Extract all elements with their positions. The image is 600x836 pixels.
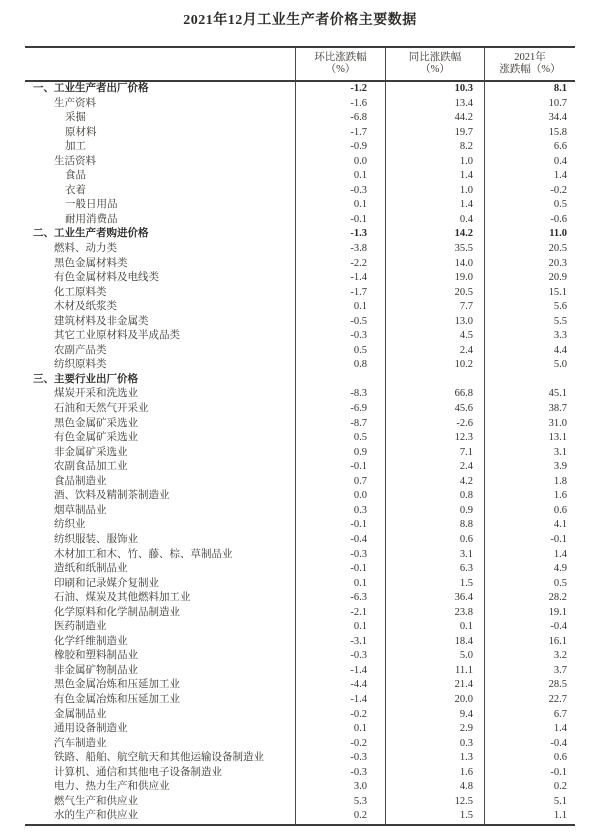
row-year-value: 8.1 [484,82,575,97]
table-row [25,111,575,126]
table-row [25,402,575,417]
row-mom-value: 0.3 [295,504,385,519]
table-row [25,271,575,286]
row-mom-value: 0.1 [295,620,385,635]
row-mom-value: -6.8 [295,111,385,126]
page-title: 2021年12月工业生产者价格主要数据 [183,13,417,28]
row-yoy-value: 36.4 [385,591,484,606]
table-row [25,518,575,533]
row-yoy-value: 0.6 [385,533,484,548]
row-mom-value: -0.2 [295,708,385,723]
row-year-value: 0.6 [484,751,575,766]
row-year-value: 1.4 [484,548,575,563]
row-label: 三、主要行业出厂价格 [33,373,138,385]
row-mom-value [295,373,385,388]
row-mom-value: -0.4 [295,533,385,548]
row-label: 食品制造业 [54,475,107,487]
row-yoy-value: 0.3 [385,737,484,752]
row-year-value: 19.1 [484,606,575,621]
row-yoy-value: 1.6 [385,766,484,781]
row-mom-value: 0.9 [295,446,385,461]
row-mom-value: -0.5 [295,315,385,330]
row-yoy-value: 14.2 [385,227,484,242]
row-label: 计算机、通信和其他电子设备制造业 [54,766,222,778]
table-row [25,475,575,490]
row-label: 一般日用品 [65,199,118,211]
row-year-value: 4.9 [484,562,575,577]
row-year-value: 1.1 [484,809,575,824]
row-mom-value: 0.0 [295,155,385,170]
table-row [25,126,575,141]
row-label: 酒、饮料及精制茶制造业 [54,490,170,502]
table-row [25,460,575,475]
row-year-value: 20.5 [484,242,575,257]
row-year-value: 0.6 [484,504,575,519]
table-row [25,140,575,155]
row-yoy-value: 21.4 [385,678,484,693]
row-yoy-value: 8.2 [385,140,484,155]
row-mom-value: -2.1 [295,606,385,621]
row-label: 石油、煤炭及其他燃料加工业 [54,592,191,604]
row-label: 燃气生产和供应业 [54,795,138,807]
row-year-value: 4.1 [484,518,575,533]
row-mom-value: -2.2 [295,257,385,272]
row-yoy-value: 8.8 [385,518,484,533]
row-label: 燃料、动力类 [54,243,117,255]
row-yoy-value: 0.9 [385,504,484,519]
row-label: 其它工业原材料及半成品类 [54,330,180,342]
row-label: 衣着 [65,184,86,196]
table-row [25,780,575,795]
row-year-value: 5.6 [484,300,575,315]
row-yoy-value: 1.3 [385,751,484,766]
row-label: 黑色金属材料类 [54,257,128,269]
row-label: 化学原料和化学制品制造业 [54,606,180,618]
row-yoy-value: 0.4 [385,213,484,228]
row-year-value: 13.1 [484,431,575,446]
row-year-value: 3.9 [484,460,575,475]
table-header-row [25,48,575,82]
row-label: 煤炭开采和洗选业 [54,388,138,400]
row-year-value: 1.8 [484,475,575,490]
row-yoy-value: 7.7 [385,300,484,315]
row-yoy-value: 1.0 [385,184,484,199]
row-yoy-value: 45.6 [385,402,484,417]
table-row [25,620,575,635]
header-label-cell [25,48,295,80]
row-label: 黑色金属矿采选业 [54,417,138,429]
row-year-value: -0.4 [484,737,575,752]
row-year-value: 3.3 [484,329,575,344]
row-year-value: 31.0 [484,417,575,432]
row-year-value: 1.4 [484,722,575,737]
row-year-value: 11.0 [484,227,575,242]
row-mom-value: -1.7 [295,126,385,141]
row-mom-value: -0.1 [295,562,385,577]
row-label: 耐用消费品 [65,213,118,225]
row-mom-value: 0.8 [295,358,385,373]
row-label: 医药制造业 [54,621,107,633]
row-yoy-value: 1.0 [385,155,484,170]
row-year-value: 6.7 [484,708,575,723]
row-label: 纺织业 [54,519,86,531]
row-mom-value: -0.3 [295,751,385,766]
row-year-value: -0.2 [484,184,575,199]
row-year-value: 3.1 [484,446,575,461]
row-year-value: 1.6 [484,489,575,504]
row-yoy-value: 7.1 [385,446,484,461]
row-mom-value: -8.7 [295,417,385,432]
row-yoy-value: -2.6 [385,417,484,432]
table-row [25,504,575,519]
row-label: 水的生产和供应业 [54,810,138,822]
table-row [25,489,575,504]
table-row [25,213,575,228]
row-label: 汽车制造业 [54,737,107,749]
row-year-value: 15.8 [484,126,575,141]
row-label: 印刷和记录媒介复制业 [54,577,159,589]
row-mom-value: -6.9 [295,402,385,417]
row-yoy-value: 6.3 [385,562,484,577]
row-yoy-value: 19.0 [385,271,484,286]
row-year-value: 15.1 [484,286,575,301]
row-yoy-value: 1.4 [385,169,484,184]
row-year-value: 5.0 [484,358,575,373]
table-row [25,562,575,577]
row-label: 二、工业生产者购进价格 [33,228,149,240]
row-yoy-value: 1.5 [385,809,484,824]
row-year-value: 28.5 [484,678,575,693]
table-row [25,315,575,330]
row-yoy-value: 14.0 [385,257,484,272]
row-year-value: 28.2 [484,591,575,606]
row-yoy-value: 2.4 [385,460,484,475]
row-yoy-value: 1.4 [385,198,484,213]
table-row [25,809,575,824]
row-label: 石油和天然气开采业 [54,403,149,415]
row-mom-value: -1.7 [295,286,385,301]
row-year-value: 5.1 [484,795,575,810]
table-row [25,97,575,112]
row-year-value: 0.5 [484,198,575,213]
table-row [25,257,575,272]
table-row [25,358,575,373]
row-mom-value: -1.4 [295,693,385,708]
table-row [25,591,575,606]
table-row [25,737,575,752]
row-year-value: 0.4 [484,155,575,170]
row-yoy-value: 44.2 [385,111,484,126]
row-mom-value: -1.2 [295,82,385,97]
row-mom-value: 0.5 [295,431,385,446]
row-label: 有色金属材料及电线类 [54,272,159,284]
row-yoy-value: 10.2 [385,358,484,373]
row-year-value: 34.4 [484,111,575,126]
ppi-data-table [25,46,575,826]
row-yoy-value: 35.5 [385,242,484,257]
row-label: 铁路、船舶、航空航天和其他运输设备制造业 [54,752,264,764]
table-row [25,198,575,213]
row-mom-value: -0.9 [295,140,385,155]
row-mom-value: 3.0 [295,780,385,795]
table-row [25,82,575,97]
row-year-value: 22.7 [484,693,575,708]
row-mom-value: -0.3 [295,184,385,199]
table-row [25,766,575,781]
row-label: 生产资料 [54,97,96,109]
row-label: 电力、热力生产和供应业 [54,781,170,793]
row-year-value: 38.7 [484,402,575,417]
row-mom-value: 5.3 [295,795,385,810]
column-header-mom [295,48,385,80]
table-row [25,722,575,737]
row-mom-value: -0.3 [295,548,385,563]
row-mom-value: -1.6 [295,97,385,112]
row-yoy-value: 3.1 [385,548,484,563]
table-row [25,678,575,693]
table-row [25,184,575,199]
table-row [25,242,575,257]
row-label: 化学纤维制造业 [54,635,128,647]
table-row [25,708,575,723]
row-yoy-value [385,373,484,388]
row-year-value: -0.4 [484,620,575,635]
table-row [25,373,575,388]
row-year-value: -0.1 [484,766,575,781]
row-mom-value: -0.1 [295,460,385,475]
row-year-value: 45.1 [484,387,575,402]
row-label: 非金属矿采选业 [54,446,128,458]
row-yoy-value: 12.3 [385,431,484,446]
table-row [25,635,575,650]
row-yoy-value: 23.8 [385,606,484,621]
table-row [25,155,575,170]
table-row [25,664,575,679]
table-row [25,649,575,664]
row-yoy-value: 13.4 [385,97,484,112]
row-year-value: 10.7 [484,97,575,112]
row-mom-value: 0.5 [295,344,385,359]
row-label: 黑色金属冶炼和压延加工业 [54,679,180,691]
row-yoy-value: 5.0 [385,649,484,664]
row-yoy-value: 18.4 [385,635,484,650]
row-year-value: -0.6 [484,213,575,228]
row-mom-value: -0.3 [295,766,385,781]
row-label: 金属制品业 [54,708,107,720]
row-mom-value: -0.1 [295,213,385,228]
row-label: 通用设备制造业 [54,723,128,735]
row-mom-value: -1.4 [295,271,385,286]
row-label: 化工原料类 [54,286,107,298]
row-mom-value: -4.4 [295,678,385,693]
row-label: 纺织原料类 [54,359,107,371]
table-body [25,82,575,824]
row-mom-value: 0.7 [295,475,385,490]
column-header-mom-line2: （%） [325,64,356,75]
row-yoy-value: 11.1 [385,664,484,679]
column-header-year-line2: 涨跌幅（%） [499,64,561,75]
row-yoy-value: 2.9 [385,722,484,737]
row-mom-value: -0.3 [295,649,385,664]
row-mom-value: 0.1 [295,300,385,315]
row-yoy-value: 0.8 [385,489,484,504]
row-yoy-value: 4.8 [385,780,484,795]
row-mom-value: -3.1 [295,635,385,650]
row-yoy-value: 0.1 [385,620,484,635]
row-mom-value: -0.1 [295,518,385,533]
row-year-value: 6.6 [484,140,575,155]
row-yoy-value: 9.4 [385,708,484,723]
row-mom-value: -1.3 [295,227,385,242]
row-mom-value: 0.1 [295,722,385,737]
row-mom-value: 0.0 [295,489,385,504]
table-row [25,227,575,242]
column-header-yoy-line1: 同比涨跌幅 [408,51,462,63]
row-year-value: 20.3 [484,257,575,272]
row-label: 原材料 [65,126,97,138]
row-label: 一、工业生产者出厂价格 [33,83,149,94]
row-mom-value: -6.3 [295,591,385,606]
table-row [25,431,575,446]
row-year-value: 1.4 [484,169,575,184]
table-row [25,417,575,432]
table-row [25,533,575,548]
row-yoy-value: 19.7 [385,126,484,141]
row-mom-value: 0.1 [295,169,385,184]
row-label: 造纸和纸制品业 [54,563,128,575]
table-row [25,344,575,359]
row-mom-value: -1.4 [295,664,385,679]
row-yoy-value: 10.3 [385,82,484,97]
table-row [25,329,575,344]
row-yoy-value: 66.8 [385,387,484,402]
row-label: 食品 [65,170,86,182]
row-label: 农副食品加工业 [54,461,128,473]
row-year-value: 16.1 [484,635,575,650]
row-mom-value: -3.8 [295,242,385,257]
table-row [25,606,575,621]
row-year-value: 3.2 [484,649,575,664]
row-year-value: -0.1 [484,533,575,548]
table-row [25,693,575,708]
row-label: 有色金属冶炼和压延加工业 [54,693,180,705]
row-label: 木材加工和木、竹、藤、棕、草制品业 [54,548,233,560]
row-yoy-value: 1.5 [385,577,484,592]
row-yoy-value: 4.2 [385,475,484,490]
row-label: 采掘 [65,112,86,124]
row-year-value: 3.7 [484,664,575,679]
row-yoy-value: 13.0 [385,315,484,330]
row-label: 农副产品类 [54,344,107,356]
column-header-year [484,48,575,80]
row-year-value: 0.5 [484,577,575,592]
column-header-yoy [385,48,484,80]
row-mom-value: 0.1 [295,577,385,592]
table-row [25,286,575,301]
row-yoy-value: 20.5 [385,286,484,301]
row-year-value [484,373,575,388]
row-mom-value: 0.2 [295,809,385,824]
row-mom-value: -0.2 [295,737,385,752]
table-row [25,300,575,315]
table-row [25,795,575,810]
table-row [25,446,575,461]
row-year-value: 20.9 [484,271,575,286]
row-mom-value: 0.1 [295,198,385,213]
table-row [25,387,575,402]
row-year-value: 0.2 [484,780,575,795]
column-header-yoy-line2: （%） [420,64,450,75]
column-header-mom-line1: 环比涨跌幅 [314,51,367,63]
table-row [25,751,575,766]
row-mom-value: -0.3 [295,329,385,344]
row-yoy-value: 2.4 [385,344,484,359]
row-yoy-value: 4.5 [385,329,484,344]
table-row [25,169,575,184]
row-label: 橡胶和塑料制品业 [54,650,138,662]
row-label: 非金属矿物制品业 [54,664,138,676]
row-year-value: 5.5 [484,315,575,330]
row-label: 加工 [65,141,86,153]
row-mom-value: -8.3 [295,387,385,402]
row-label: 建筑材料及非金属类 [54,315,149,327]
column-header-year-line1: 2021年 [514,51,546,63]
row-label: 烟草制品业 [54,504,107,516]
table-row [25,577,575,592]
table-row [25,548,575,563]
row-label: 木材及纸浆类 [54,301,117,313]
row-label: 纺织服装、服饰业 [54,533,138,545]
row-label: 生活资料 [54,155,96,167]
row-year-value: 4.4 [484,344,575,359]
row-label: 有色金属矿采选业 [54,432,138,444]
row-yoy-value: 12.5 [385,795,484,810]
row-yoy-value: 20.0 [385,693,484,708]
